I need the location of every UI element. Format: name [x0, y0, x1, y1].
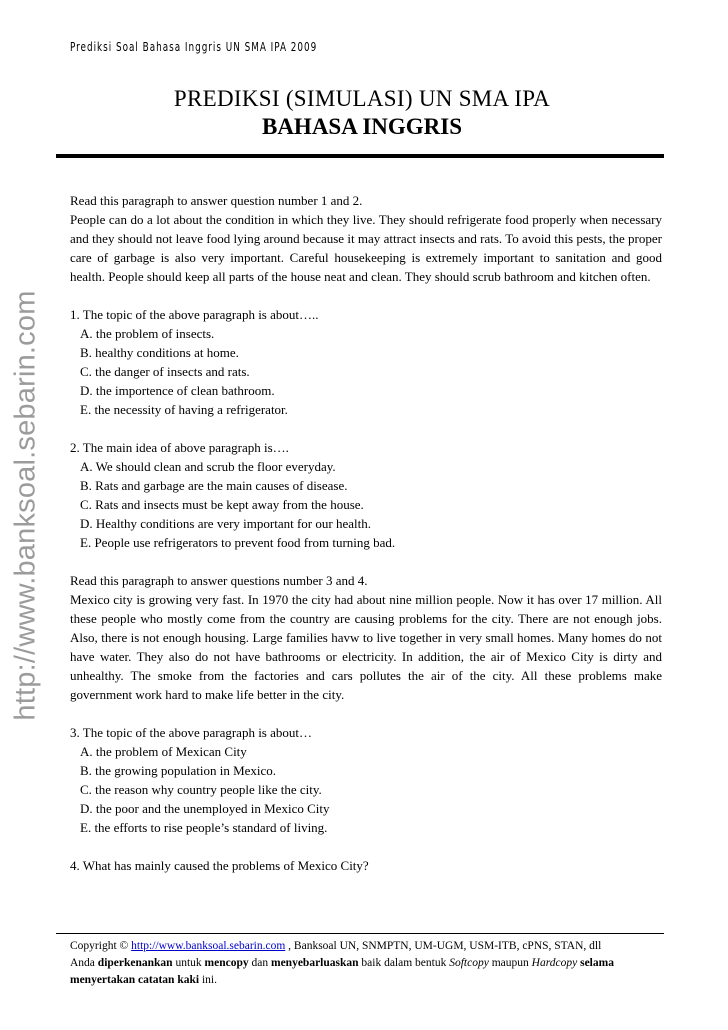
q1-option-a: A. the problem of insects.	[80, 326, 215, 341]
q3-option-c: C. the reason why country people like the city.	[80, 782, 322, 797]
q2-option-b: B. Rats and garbage are the main causes of disease.	[80, 478, 348, 493]
q1-option-c: C. the danger of insects and rats.	[80, 364, 250, 379]
footer-bold: diperkenankan	[97, 957, 173, 969]
watermark-vertical	[6, 250, 46, 760]
footer-text: ini.	[199, 974, 217, 986]
footer-text: Anda	[70, 957, 98, 969]
running-header: Prediksi Soal Bahasa Inggris UN SMA IPA 2009	[70, 40, 318, 54]
footer-text: maupun	[488, 957, 532, 969]
passage-1-text: People can do a lot about the condition in which they live. They should refrigerate food properly when necessary and they should not leave food lying around because it may attract insects and rats. To avoid this pests, the proper care of garbage is also very important. Careful housekeeping is extremely important to sanitation and good health. People should keep all parts of the house neat and clean. They should scrub bathroom and kitchen often.	[70, 212, 662, 284]
q2-option-e: E. People use refrigerators to prevent food from turning bad.	[80, 535, 396, 550]
q1-option-d: D. the importence of clean bathroom.	[80, 383, 275, 398]
passage-1-intro: Read this paragraph to answer question number 1 and 2.	[70, 193, 363, 208]
q2-option-c: C. Rats and insects must be kept away from the house.	[80, 497, 364, 512]
footer-line-2	[70, 955, 664, 989]
passage-2-intro: Read this paragraph to answer questions number 3 and 4.	[70, 573, 368, 588]
title-divider	[56, 154, 664, 158]
copyright-label: Copyright ©	[70, 940, 129, 952]
footer-bold: mencopy	[204, 957, 249, 969]
q3-option-b: B. the growing population in Mexico.	[80, 763, 277, 778]
q3-option-e: E. the efforts to rise people’s standard of living.	[80, 820, 328, 835]
q3-option-d: D. the poor and the unemployed in Mexico City	[80, 801, 330, 816]
footer-italic: Hardcopy	[531, 957, 578, 969]
q1-option-e: E. the necessity of having a refrigerator.	[80, 402, 288, 417]
footer-text: dan	[248, 957, 271, 969]
watermark-text: http://www.banksoal.sebarin.com	[9, 289, 42, 721]
question-2: 2. The main idea of above paragraph is….	[70, 440, 289, 455]
q2-option-d: D. Healthy conditions are very important for our health.	[80, 516, 371, 531]
footer-text: untuk	[172, 957, 205, 969]
footer-italic: Softcopy	[449, 957, 489, 969]
footer-bold: menyebarluaskan	[270, 957, 359, 969]
question-4: 4. What has mainly caused the problems of Mexico City?	[70, 858, 369, 873]
footer-sources: , Banksoal UN, SNMPTN, UM-UGM, USM-ITB, cPNS, STAN, dll	[285, 940, 602, 952]
page-footer	[70, 938, 664, 989]
page-title: PREDIKSI (SIMULASI) UN SMA IPA	[173, 86, 551, 111]
footer-link[interactable]: http://www.banksoal.sebarin.com	[131, 940, 286, 952]
footer-line-1	[70, 938, 664, 955]
question-1: 1. The topic of the above paragraph is about…..	[70, 307, 319, 322]
q1-option-b: B. healthy conditions at home.	[80, 345, 239, 360]
question-3: 3. The topic of the above paragraph is about…	[70, 725, 312, 740]
q2-option-a: A. We should clean and scrub the floor everyday.	[80, 459, 336, 474]
footer-text: baik dalam bentuk	[358, 957, 450, 969]
document-body	[70, 191, 662, 875]
footer-bold: selama menyertakan catatan kaki	[70, 957, 614, 986]
q3-option-a: A. the problem of Mexican City	[80, 744, 247, 759]
page-subtitle: BAHASA INGGRIS	[261, 114, 463, 139]
passage-2-text: Mexico city is growing very fast. In 1970 the city had about nine million people. Now it has over 17 million. All these people who mostly come from the country are causing problems for the city. There are not enough jobs. Also, there is not enough housing. Large families havw to live together in very small homes. Many homes do not have water. They also do not have bathrooms or electricity. In addition, the air of Mexico City is dirty and unhealthy. The smoke from the factories and cars pollutes the air of the city. All these problems make government work hard to make life better in the city.	[70, 592, 662, 702]
footer-divider	[56, 933, 664, 934]
